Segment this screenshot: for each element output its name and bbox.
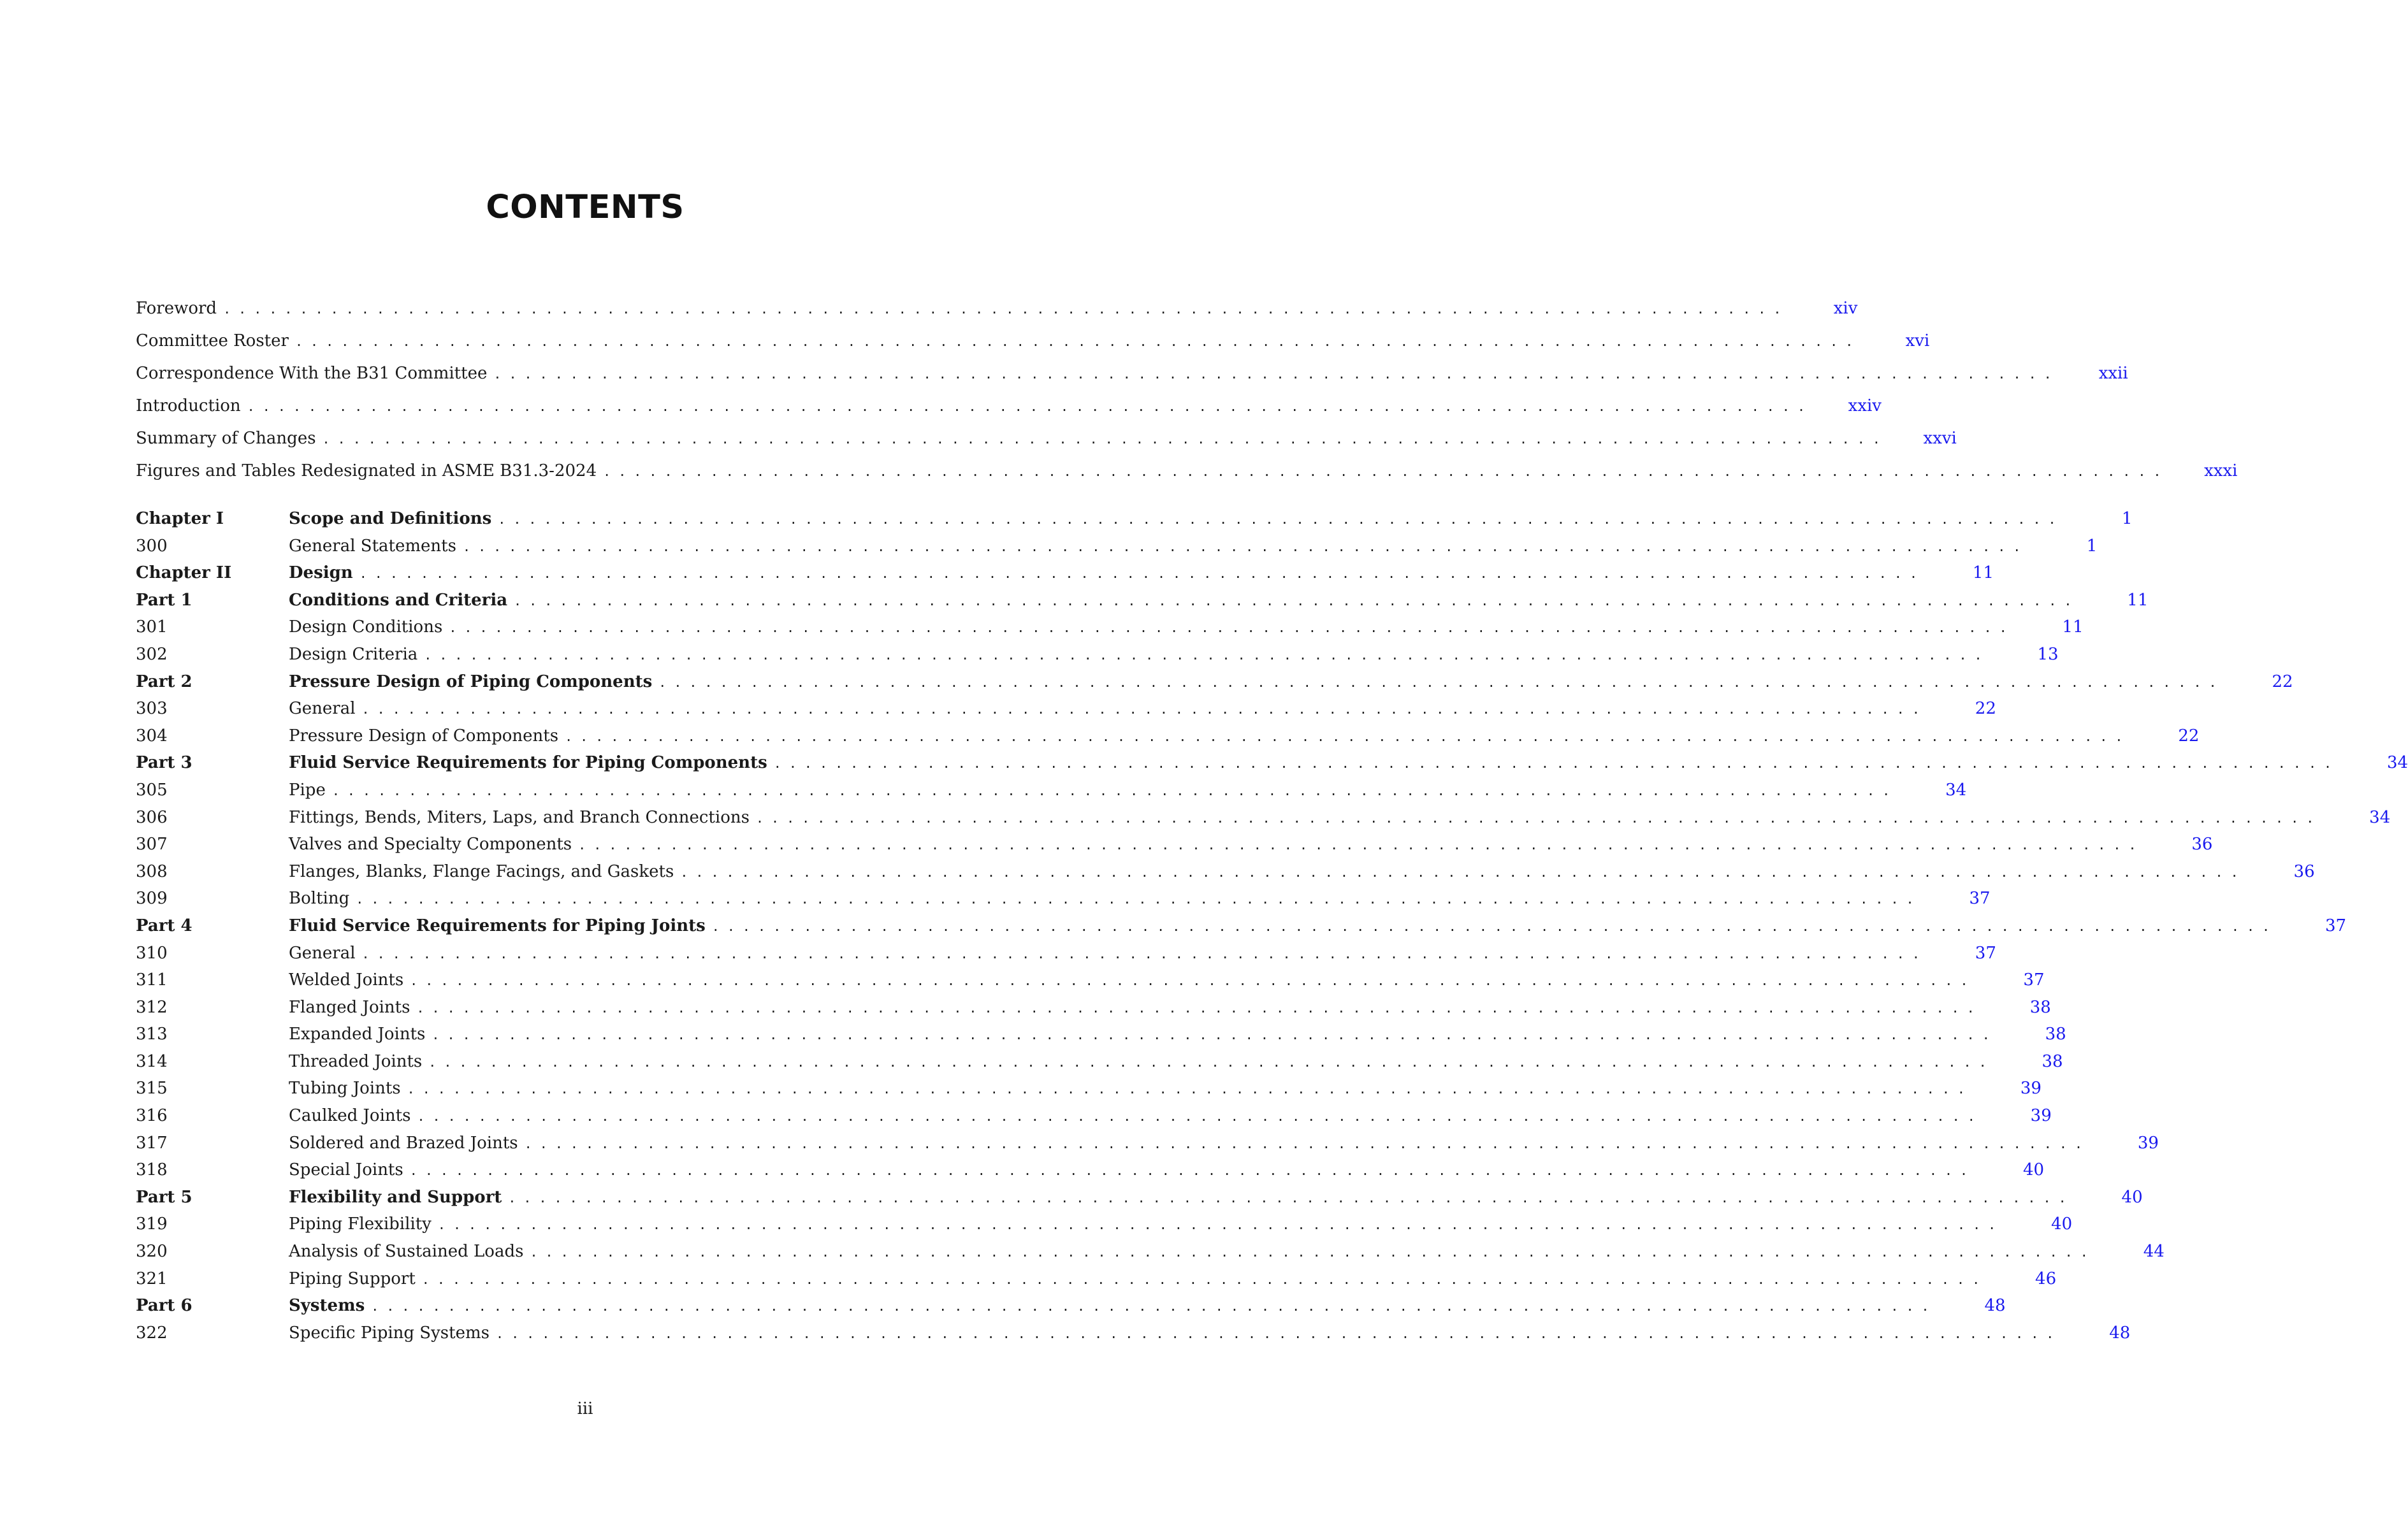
- toc-section-row[interactable]: [136, 1320, 2131, 1347]
- toc-entry-title: Pressure Design of Components: [289, 726, 559, 746]
- toc-section-row[interactable]: [136, 804, 2391, 832]
- toc-page-link[interactable]: 39: [2137, 1133, 2159, 1153]
- toc-entry-number: 306: [136, 807, 168, 827]
- dot-leader: . . . . . . . . . . . . . . . . . . . . . . . . . . . . . . . . . . . . . . . . . . . . . . . . . . . . . . . . . . . . . . . . . . . . . . . . . . . . . . . . . . . . . . . . . . . . . . . . . . . . . .: [410, 973, 1968, 989]
- toc-section-row[interactable]: [136, 1238, 2165, 1265]
- toc-entry-title: Summary of Changes: [136, 429, 316, 448]
- toc-page-link[interactable]: 22: [1975, 699, 1996, 719]
- dot-leader: . . . . . . . . . . . . . . . . . . . . . . . . . . . . . . . . . . . . . . . . . . . . . . . . . . . . . . . . . . . . . . . . . . . . . . . . . . . . . . . . . . . . . . . . . . . . . . . . . . . . . .: [495, 1325, 2054, 1341]
- toc-entry-number: 322: [136, 1323, 168, 1343]
- toc-entry-title: Design Criteria: [289, 644, 418, 664]
- toc-heading-row[interactable]: [136, 912, 2347, 940]
- dot-leader: . . . . . . . . . . . . . . . . . . . . . . . . . . . . . . . . . . . . . . . . . . . . . . . . . . . . . . . . . . . . . . . . . . . . . . . . . . . . . . . . . . . . . . . . . . . . . . . . . . . . . .: [437, 1217, 1996, 1233]
- toc-entry-number: 316: [136, 1106, 168, 1126]
- toc-section-row[interactable]: [136, 723, 2200, 750]
- dot-leader: . . . . . . . . . . . . . . . . . . . . . . . . . . . . . . . . . . . . . . . . . . . . . . . . . . . . . . . . . . . . . . . . . . . . . . . . . . . . . . . . . . . . . . . . . . . . . . . . . . . . . .: [356, 891, 1914, 907]
- toc-entry-title: Special Joints: [289, 1160, 403, 1180]
- toc-entry-number: Part 3: [136, 753, 192, 773]
- page-title: CONTENTS: [486, 189, 685, 226]
- dot-leader: . . . . . . . . . . . . . . . . . . . . . . . . . . . . . . . . . . . . . . . . . . . . . . . . . . . . . . . . . . . . . . . . . . . . . . . . . . . . . . . . . . . . . . . . . . . . . . . . . . . . . .: [498, 512, 2056, 527]
- toc-entry[interactable]: [136, 390, 1882, 422]
- toc-page-link[interactable]: 13: [2037, 644, 2059, 664]
- toc-heading-row[interactable]: [136, 505, 2133, 533]
- toc-page-link[interactable]: 34: [2386, 753, 2408, 773]
- toc-entry-title: Fluid Service Requirements for Piping Joints: [289, 916, 706, 935]
- dot-leader: . . . . . . . . . . . . . . . . . . . . . . . . . . . . . . . . . . . . . . . . . . . . . . . . . . . . . . . . . . . . . . . . . . . . . . . . . . . . . . . . . . . . . . . . . . . . . . . . . . . . . .: [407, 1081, 1965, 1097]
- toc-page-link[interactable]: 46: [2035, 1269, 2057, 1288]
- toc-entry-number: Part 2: [136, 672, 192, 691]
- toc-page-link[interactable]: 36: [2293, 862, 2315, 881]
- toc-section-row[interactable]: [136, 967, 2045, 994]
- toc-entry-title: Threaded Joints: [289, 1051, 423, 1071]
- toc-page-link[interactable]: 11: [2062, 617, 2084, 637]
- toc-section-row[interactable]: [136, 940, 1996, 967]
- toc-section-row[interactable]: [136, 994, 2051, 1021]
- toc-entry-title: General: [289, 943, 356, 963]
- toc-entry-title: Foreword: [136, 299, 217, 318]
- dot-leader: . . . . . . . . . . . . . . . . . . . . . . . . . . . . . . . . . . . . . . . . . . . . . . . . . . . . . . . . . . . . . . . . . . . . . . . . . . . . . . . . . . . . . . . . . . . . . . . . . . . . . .: [409, 1163, 1968, 1179]
- toc-page-link[interactable]: 48: [1984, 1296, 2006, 1316]
- dot-leader: . . . . . . . . . . . . . . . . . . . . . . . . . . . . . . . . . . . . . . . . . . . . . . . . . . . . . . . . . . . . . . . . . . . . . . . . . . . . . . . . . . . . . . . . . . . . . . . . . . . . . .: [658, 674, 2217, 690]
- toc-page-link[interactable]: 37: [2023, 970, 2045, 990]
- toc-section-row[interactable]: [136, 1102, 2052, 1130]
- toc-entry-title: Analysis of Sustained Loads: [289, 1242, 524, 1262]
- toc-entry-title: General Statements: [289, 536, 456, 556]
- toc-page-link[interactable]: 44: [2143, 1242, 2165, 1262]
- toc-entry-title: Soldered and Brazed Joints: [289, 1133, 518, 1153]
- toc-entry-number: 303: [136, 699, 168, 719]
- toc-page-link[interactable]: 34: [1945, 780, 1967, 800]
- dot-leader: . . . . . . . . . . . . . . . . . . . . . . . . . . . . . . . . . . . . . . . . . . . . . . . . . . . . . . . . . . . . . . . . . . . . . . . . . . . . . . . . . . . . . . . . . . . . . . . . . . . . . .: [247, 399, 1805, 414]
- dot-leader: . . . . . . . . . . . . . . . . . . . . . . . . . . . . . . . . . . . . . . . . . . . . . . . . . . . . . . . . . . . . . . . . . . . . . . . . . . . . . . . . . . . . . . . . . . . . . . . . . . . . . .: [508, 1190, 2066, 1206]
- toc-entry-number: 315: [136, 1079, 168, 1099]
- toc-entry-title: Conditions and Criteria: [289, 590, 508, 610]
- toc-entry-title: Figures and Tables Redesignated in ASME B31.3-2024: [136, 461, 597, 480]
- toc-heading-row[interactable]: [136, 559, 1994, 587]
- dot-leader: . . . . . . . . . . . . . . . . . . . . . . . . . . . . . . . . . . . . . . . . . . . . . . . . . . . . . . . . . . . . . . . . . . . . . . . . . . . . . . . . . . . . . . . . . . . . . . . . . . . . . .: [331, 782, 1890, 798]
- toc-entry-number: 321: [136, 1269, 168, 1288]
- toc-entry-number: 320: [136, 1242, 168, 1262]
- toc-page-link[interactable]: 48: [2109, 1323, 2131, 1343]
- toc-entry-number: 307: [136, 835, 168, 854]
- toc-entry-number: 314: [136, 1051, 168, 1071]
- toc-entry-number: 317: [136, 1133, 168, 1153]
- toc-page-link[interactable]: 22: [2178, 726, 2200, 746]
- toc-entry-title: Expanded Joints: [289, 1025, 426, 1044]
- toc-entry-title: Tubing Joints: [289, 1079, 401, 1099]
- toc-page-link[interactable]: 1: [2122, 509, 2133, 528]
- toc-entry-title: Pipe: [289, 780, 326, 800]
- dot-leader: . . . . . . . . . . . . . . . . . . . . . . . . . . . . . . . . . . . . . . . . . . . . . . . . . . . . . . . . . . . . . . . . . . . . . . . . . . . . . . . . . . . . . . . . . . . . . . . . . . . . . .: [603, 464, 2161, 479]
- dot-leader: . . . . . . . . . . . . . . . . . . . . . . . . . . . . . . . . . . . . . . . . . . . . . . . . . . . . . . . . . . . . . . . . . . . . . . . . . . . . . . . . . . . . . . . . . . . . . . . . . . . . . .: [711, 918, 2270, 934]
- toc-entry-title: Flexibility and Support: [289, 1187, 502, 1207]
- toc-entry[interactable]: [136, 292, 1858, 325]
- dot-leader: . . . . . . . . . . . . . . . . . . . . . . . . . . . . . . . . . . . . . . . . . . . . . . . . . . . . . . . . . . . . . . . . . . . . . . . . . . . . . . . . . . . . . . . . . . . . . . . . . . . . . .: [432, 1027, 1990, 1043]
- dot-leader: . . . . . . . . . . . . . . . . . . . . . . . . . . . . . . . . . . . . . . . . . . . . . . . . . . . . . . . . . . . . . . . . . . . . . . . . . . . . . . . . . . . . . . . . . . . . . . . . . . . . . .: [421, 1271, 1980, 1287]
- toc-page-link[interactable]: 34: [2369, 807, 2391, 827]
- dot-leader: . . . . . . . . . . . . . . . . . . . . . . . . . . . . . . . . . . . . . . . . . . . . . . . . . . . . . . . . . . . . . . . . . . . . . . . . . . . . . . . . . . . . . . . . . . . . . . . . . . . . . .: [322, 431, 1880, 447]
- toc-entry-title: Piping Flexibility: [289, 1215, 432, 1234]
- toc-entry-number: 308: [136, 862, 168, 881]
- toc-section-row[interactable]: [136, 885, 1991, 912]
- toc-page-link[interactable]: 37: [1969, 889, 1991, 909]
- toc-page-link[interactable]: xxvi: [1923, 429, 1957, 448]
- dot-leader: . . . . . . . . . . . . . . . . . . . . . . . . . . . . . . . . . . . . . . . . . . . . . . . . . . . . . . . . . . . . . . . . . . . . . . . . . . . . . . . . . . . . . . . . . . . . . . . . . . . . . .: [361, 702, 1920, 717]
- toc-entry-title: Pressure Design of Piping Components: [289, 672, 653, 691]
- toc-entry-number: 300: [136, 536, 168, 556]
- toc-section-row[interactable]: [136, 1021, 2066, 1048]
- toc-page-link[interactable]: 38: [2045, 1025, 2066, 1044]
- toc-page-link[interactable]: 37: [2325, 916, 2347, 935]
- dot-leader: . . . . . . . . . . . . . . . . . . . . . . . . . . . . . . . . . . . . . . . . . . . . . . . . . . . . . . . . . . . . . . . . . . . . . . . . . . . . . . . . . . . . . . . . . . . . . . . . . . . . . .: [424, 647, 1982, 663]
- toc-page-link[interactable]: 40: [2022, 1160, 2045, 1180]
- toc-heading-row[interactable]: [136, 1292, 2006, 1320]
- chapter-list: [136, 505, 2408, 1346]
- dot-leader: . . . . . . . . . . . . . . . . . . . . . . . . . . . . . . . . . . . . . . . . . . . . . . . . . . . . . . . . . . . . . . . . . . . . . . . . . . . . . . . . . . . . . . . . . . . . . . . . . . . . . .: [530, 1244, 2088, 1260]
- toc-section-row[interactable]: [136, 1048, 2063, 1076]
- toc-entry-title: General: [289, 699, 356, 719]
- toc-page-link[interactable]: 11: [2127, 590, 2149, 610]
- toc-entry-title: Flanges, Blanks, Flange Facings, and Gaskets: [289, 862, 674, 881]
- toc-entry-title: Flanged Joints: [289, 997, 410, 1017]
- toc-entry-number: 301: [136, 617, 168, 637]
- toc-page-link[interactable]: 38: [2042, 1051, 2063, 1071]
- toc-entry[interactable]: [136, 422, 1957, 455]
- toc-page-link[interactable]: 40: [2121, 1187, 2143, 1207]
- toc-entry-number: Part 6: [136, 1296, 192, 1316]
- dot-leader: . . . . . . . . . . . . . . . . . . . . . . . . . . . . . . . . . . . . . . . . . . . . . . . . . . . . . . . . . . . . . . . . . . . . . . . . . . . . . . . . . . . . . . . . . . . . . . . . . . . . . .: [578, 837, 2136, 853]
- toc-entry-title: Caulked Joints: [289, 1106, 411, 1126]
- toc-entry[interactable]: [136, 455, 2238, 487]
- toc-entry-title: Fittings, Bends, Miters, Laps, and Branch Connections: [289, 807, 750, 827]
- dot-leader: . . . . . . . . . . . . . . . . . . . . . . . . . . . . . . . . . . . . . . . . . . . . . . . . . . . . . . . . . . . . . . . . . . . . . . . . . . . . . . . . . . . . . . . . . . . . . . . . . . . . . .: [755, 810, 2314, 826]
- toc-page-link[interactable]: 38: [2029, 997, 2051, 1017]
- dot-leader: . . . . . . . . . . . . . . . . . . . . . . . . . . . . . . . . . . . . . . . . . . . . . . . . . . . . . . . . . . . . . . . . . . . . . . . . . . . . . . . . . . . . . . . . . . . . . . . . . . . . . .: [223, 301, 1781, 317]
- dot-leader: . . . . . . . . . . . . . . . . . . . . . . . . . . . . . . . . . . . . . . . . . . . . . . . . . . . . . . . . . . . . . . . . . . . . . . . . . . . . . . . . . . . . . . . . . . . . . . . . . . . . . .: [680, 864, 2238, 880]
- dot-leader: . . . . . . . . . . . . . . . . . . . . . . . . . . . . . . . . . . . . . . . . . . . . . . . . . . . . . . . . . . . . . . . . . . . . . . . . . . . . . . . . . . . . . . . . . . . . . . . . . . . . . .: [294, 334, 1853, 349]
- toc-entry-title: Systems: [289, 1296, 365, 1316]
- dot-leader: . . . . . . . . . . . . . . . . . . . . . . . . . . . . . . . . . . . . . . . . . . . . . . . . . . . . . . . . . . . . . . . . . . . . . . . . . . . . . . . . . . . . . . . . . . . . . . . . . . . . . .: [565, 728, 2123, 744]
- toc-page-link[interactable]: xxxi: [2204, 461, 2238, 480]
- toc-entry-number: 312: [136, 997, 168, 1017]
- toc-heading-row[interactable]: [136, 749, 2408, 777]
- dot-leader: . . . . . . . . . . . . . . . . . . . . . . . . . . . . . . . . . . . . . . . . . . . . . . . . . . . . . . . . . . . . . . . . . . . . . . . . . . . . . . . . . . . . . . . . . . . . . . . . . . . . . .: [462, 538, 2021, 554]
- dot-leader: . . . . . . . . . . . . . . . . . . . . . . . . . . . . . . . . . . . . . . . . . . . . . . . . . . . . . . . . . . . . . . . . . . . . . . . . . . . . . . . . . . . . . . . . . . . . . . . . . . . . . .: [416, 1000, 1975, 1016]
- toc-heading-row[interactable]: [136, 587, 2149, 614]
- toc-entry-number: 318: [136, 1160, 168, 1180]
- toc-page-link[interactable]: 11: [1972, 563, 1994, 583]
- toc-entry-number: 313: [136, 1025, 168, 1044]
- toc-page-link[interactable]: 39: [2030, 1106, 2052, 1126]
- toc-page-link[interactable]: xvi: [1905, 331, 1930, 350]
- toc-page-link[interactable]: xiv: [1833, 299, 1858, 318]
- toc-section-row[interactable]: [136, 1265, 2057, 1293]
- toc-entry-number: 309: [136, 889, 168, 909]
- toc-section-row[interactable]: [136, 1075, 2042, 1102]
- toc-page-link[interactable]: xxii: [2098, 364, 2128, 383]
- toc-section-row[interactable]: [136, 1157, 2045, 1184]
- dot-leader: . . . . . . . . . . . . . . . . . . . . . . . . . . . . . . . . . . . . . . . . . . . . . . . . . . . . . . . . . . . . . . . . . . . . . . . . . . . . . . . . . . . . . . . . . . . . . . . . . . . . . .: [428, 1054, 1987, 1070]
- dot-leader: . . . . . . . . . . . . . . . . . . . . . . . . . . . . . . . . . . . . . . . . . . . . . . . . . . . . . . . . . . . . . . . . . . . . . . . . . . . . . . . . . . . . . . . . . . . . . . . . . . . . . .: [773, 756, 2332, 772]
- dot-leader: . . . . . . . . . . . . . . . . . . . . . . . . . . . . . . . . . . . . . . . . . . . . . . . . . . . . . . . . . . . . . . . . . . . . . . . . . . . . . . . . . . . . . . . . . . . . . . . . . . . . . .: [417, 1109, 1975, 1125]
- toc-page-link[interactable]: 36: [2191, 835, 2213, 854]
- toc-entry-title: Design Conditions: [289, 617, 443, 637]
- dot-leader: . . . . . . . . . . . . . . . . . . . . . . . . . . . . . . . . . . . . . . . . . . . . . . . . . . . . . . . . . . . . . . . . . . . . . . . . . . . . . . . . . . . . . . . . . . . . . . . . . . . . . .: [371, 1299, 1929, 1315]
- toc-entry-number: Part 1: [136, 590, 192, 610]
- toc-entry-number: Part 4: [136, 916, 192, 935]
- toc-entry-title: Introduction: [136, 396, 241, 415]
- toc-heading-row[interactable]: [136, 1184, 2143, 1211]
- toc-page-link[interactable]: xxiv: [1848, 396, 1882, 415]
- toc-section-row[interactable]: [136, 695, 1996, 723]
- toc-entry-number: 311: [136, 970, 168, 990]
- toc-entry[interactable]: [136, 325, 1930, 357]
- toc-entry-title: Specific Piping Systems: [289, 1323, 490, 1343]
- dot-leader: . . . . . . . . . . . . . . . . . . . . . . . . . . . . . . . . . . . . . . . . . . . . . . . . . . . . . . . . . . . . . . . . . . . . . . . . . . . . . . . . . . . . . . . . . . . . . . . . . . . . . .: [449, 620, 2007, 636]
- toc-entry-title: Committee Roster: [136, 331, 289, 350]
- dot-leader: . . . . . . . . . . . . . . . . . . . . . . . . . . . . . . . . . . . . . . . . . . . . . . . . . . . . . . . . . . . . . . . . . . . . . . . . . . . . . . . . . . . . . . . . . . . . . . . . . . . . . .: [359, 566, 1918, 582]
- toc-page-link[interactable]: 1: [2086, 536, 2098, 556]
- toc-entry-number: 319: [136, 1215, 168, 1234]
- toc-entry-number: Chapter II: [136, 563, 232, 583]
- dot-leader: . . . . . . . . . . . . . . . . . . . . . . . . . . . . . . . . . . . . . . . . . . . . . . . . . . . . . . . . . . . . . . . . . . . . . . . . . . . . . . . . . . . . . . . . . . . . . . . . . . . . . .: [493, 366, 2052, 382]
- toc-section-row[interactable]: [136, 1211, 2073, 1238]
- dot-leader: . . . . . . . . . . . . . . . . . . . . . . . . . . . . . . . . . . . . . . . . . . . . . . . . . . . . . . . . . . . . . . . . . . . . . . . . . . . . . . . . . . . . . . . . . . . . . . . . . . . . . .: [524, 1136, 2082, 1151]
- toc-entry-number: Chapter I: [136, 509, 224, 528]
- front-matter-list: [136, 292, 2238, 487]
- toc-section-row[interactable]: [136, 1130, 2159, 1157]
- toc-entry-title: Piping Support: [289, 1269, 416, 1288]
- toc-entry-number: 310: [136, 943, 168, 963]
- dot-leader: . . . . . . . . . . . . . . . . . . . . . . . . . . . . . . . . . . . . . . . . . . . . . . . . . . . . . . . . . . . . . . . . . . . . . . . . . . . . . . . . . . . . . . . . . . . . . . . . . . . . . .: [514, 593, 2072, 609]
- toc-page-link[interactable]: 22: [2272, 672, 2293, 691]
- dot-leader: . . . . . . . . . . . . . . . . . . . . . . . . . . . . . . . . . . . . . . . . . . . . . . . . . . . . . . . . . . . . . . . . . . . . . . . . . . . . . . . . . . . . . . . . . . . . . . . . . . . . . .: [361, 946, 1920, 962]
- toc-section-row[interactable]: [136, 614, 2084, 641]
- toc-entry-title: Welded Joints: [289, 970, 404, 990]
- toc-entry-number: 302: [136, 644, 168, 664]
- toc-entry-title: Correspondence With the B31 Committee: [136, 364, 488, 383]
- toc-entry-title: Scope and Definitions: [289, 509, 492, 528]
- toc-entry-number: 304: [136, 726, 168, 746]
- toc-entry-number: Part 5: [136, 1187, 192, 1207]
- toc-entry-title: Bolting: [289, 889, 350, 909]
- toc-page-link[interactable]: 40: [2051, 1215, 2073, 1234]
- toc-section-row[interactable]: [136, 777, 1967, 804]
- toc-section-row[interactable]: [136, 641, 2059, 668]
- toc-page-link[interactable]: 39: [2020, 1079, 2042, 1099]
- toc-entry-number: 305: [136, 780, 168, 800]
- toc-entry-title: Fluid Service Requirements for Piping Components: [289, 753, 767, 773]
- toc-section-row[interactable]: [136, 533, 2098, 560]
- toc-entry-title: Design: [289, 563, 353, 583]
- toc-heading-row[interactable]: [136, 668, 2293, 696]
- toc-section-row[interactable]: [136, 858, 2315, 886]
- toc-entry[interactable]: [136, 357, 2128, 390]
- toc-page-link[interactable]: 37: [1975, 943, 1996, 963]
- page-number: iii: [577, 1399, 593, 1418]
- toc-section-row[interactable]: [136, 831, 2213, 858]
- toc-entry-title: Valves and Specialty Components: [289, 835, 572, 854]
